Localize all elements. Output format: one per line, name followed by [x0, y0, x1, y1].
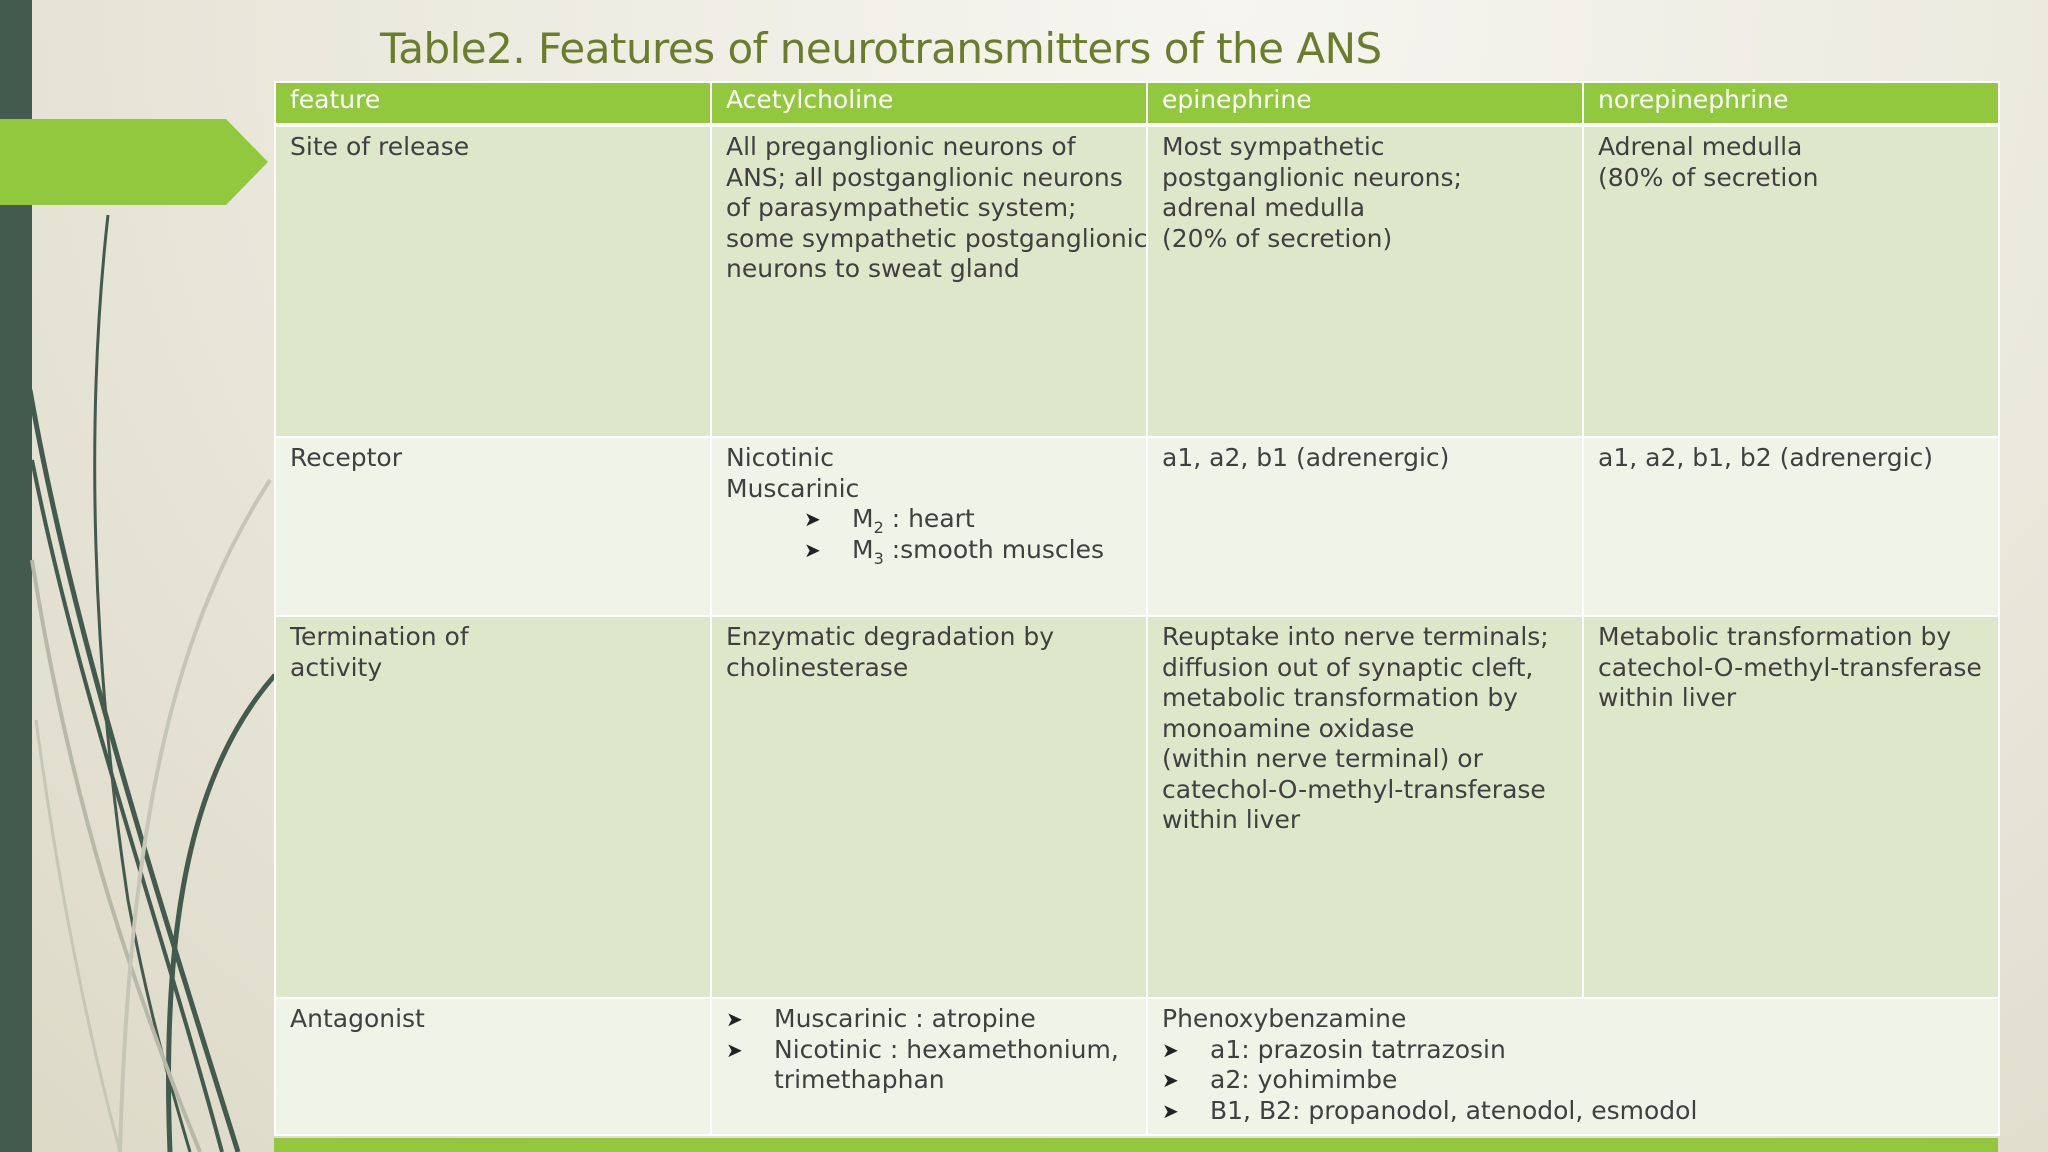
arrow-tab	[0, 119, 268, 205]
table-row-antagonist	[275, 998, 1999, 1135]
header-norepinephrine: norepinephrine	[1583, 82, 1999, 125]
table-row-termination	[275, 616, 1999, 998]
header-epinephrine: epinephrine	[1147, 82, 1583, 125]
cell-epinephrine: a1, a2, b1 (adrenergic)	[1147, 437, 1583, 616]
cell-adrenergic-antagonist: Phenoxybenzamine ➤ a1: prazosin tatrrazosin ➤ a2: yohimimbe ➤ B1, B2: propanodol, atenodol, esmodol	[1147, 998, 1999, 1135]
list-item: ➤ Nicotinic : hexamethonium, trimethaphan	[726, 1035, 1132, 1096]
bottom-accent-bar	[274, 1138, 1998, 1152]
list-item: ➤ a2: yohimimbe	[1162, 1065, 1984, 1096]
table-row-site-of-release	[275, 125, 1999, 437]
list-item: ➤ Muscarinic : atropine	[726, 1004, 1132, 1035]
cell-acetylcholine: All preganglionic neurons of ANS; all postganglionic neurons of parasympathetic system; some sympathetic postganglionic neurons to sweat gland	[711, 125, 1147, 437]
list-item: ➤ $M_2$ : heart	[804, 504, 1132, 535]
cell-feature: Site of release	[275, 125, 711, 437]
cholinergic-antagonist-list	[726, 1004, 1132, 1096]
header-acetylcholine: Acetylcholine	[711, 82, 1147, 125]
cell-feature: Termination of activity	[275, 616, 711, 998]
cell-norepinephrine: Adrenal medulla (80% of secretion	[1583, 125, 1999, 437]
list-item: ➤ $M_3$ :smooth muscles	[804, 535, 1132, 566]
cell-feature: Antagonist	[275, 998, 711, 1135]
adrenergic-antagonist-list	[1162, 1035, 1984, 1127]
cell-acetylcholine: Nicotinic Muscarinic ➤ $M_2$ : heart ➤ $M_3$ :smooth muscles	[711, 437, 1147, 616]
slide-title: Table2. Features of neurotransmitters of the ANS	[380, 24, 1382, 73]
cell-norepinephrine: Metabolic transformation by catechol-O-methyl-transferase within liver	[1583, 616, 1999, 998]
list-item: ➤ a1: prazosin tatrrazosin	[1162, 1035, 1984, 1066]
cell-epinephrine: Most sympathetic postganglionic neurons; adrenal medulla (20% of secretion)	[1147, 125, 1583, 437]
cell-epinephrine: Reuptake into nerve terminals; diffusion out of synaptic cleft, metabolic transformation by monoamine oxidase (within nerve terminal) or catechol-O-methyl-transferase within liver	[1147, 616, 1583, 998]
list-item: ➤ B1, B2: propanodol, atenodol, esmodol	[1162, 1096, 1984, 1127]
table-row-receptor	[275, 437, 1999, 616]
cell-acetylcholine: Enzymatic degradation by cholinesterase	[711, 616, 1147, 998]
cell-norepinephrine: a1, a2, b1, b2 (adrenergic)	[1583, 437, 1999, 616]
cell-acetylcholine	[711, 998, 1147, 1135]
cell-feature: Receptor	[275, 437, 711, 616]
neurotransmitter-table	[274, 81, 2000, 1136]
header-feature: feature	[275, 82, 711, 125]
table-header-row	[275, 82, 1999, 125]
